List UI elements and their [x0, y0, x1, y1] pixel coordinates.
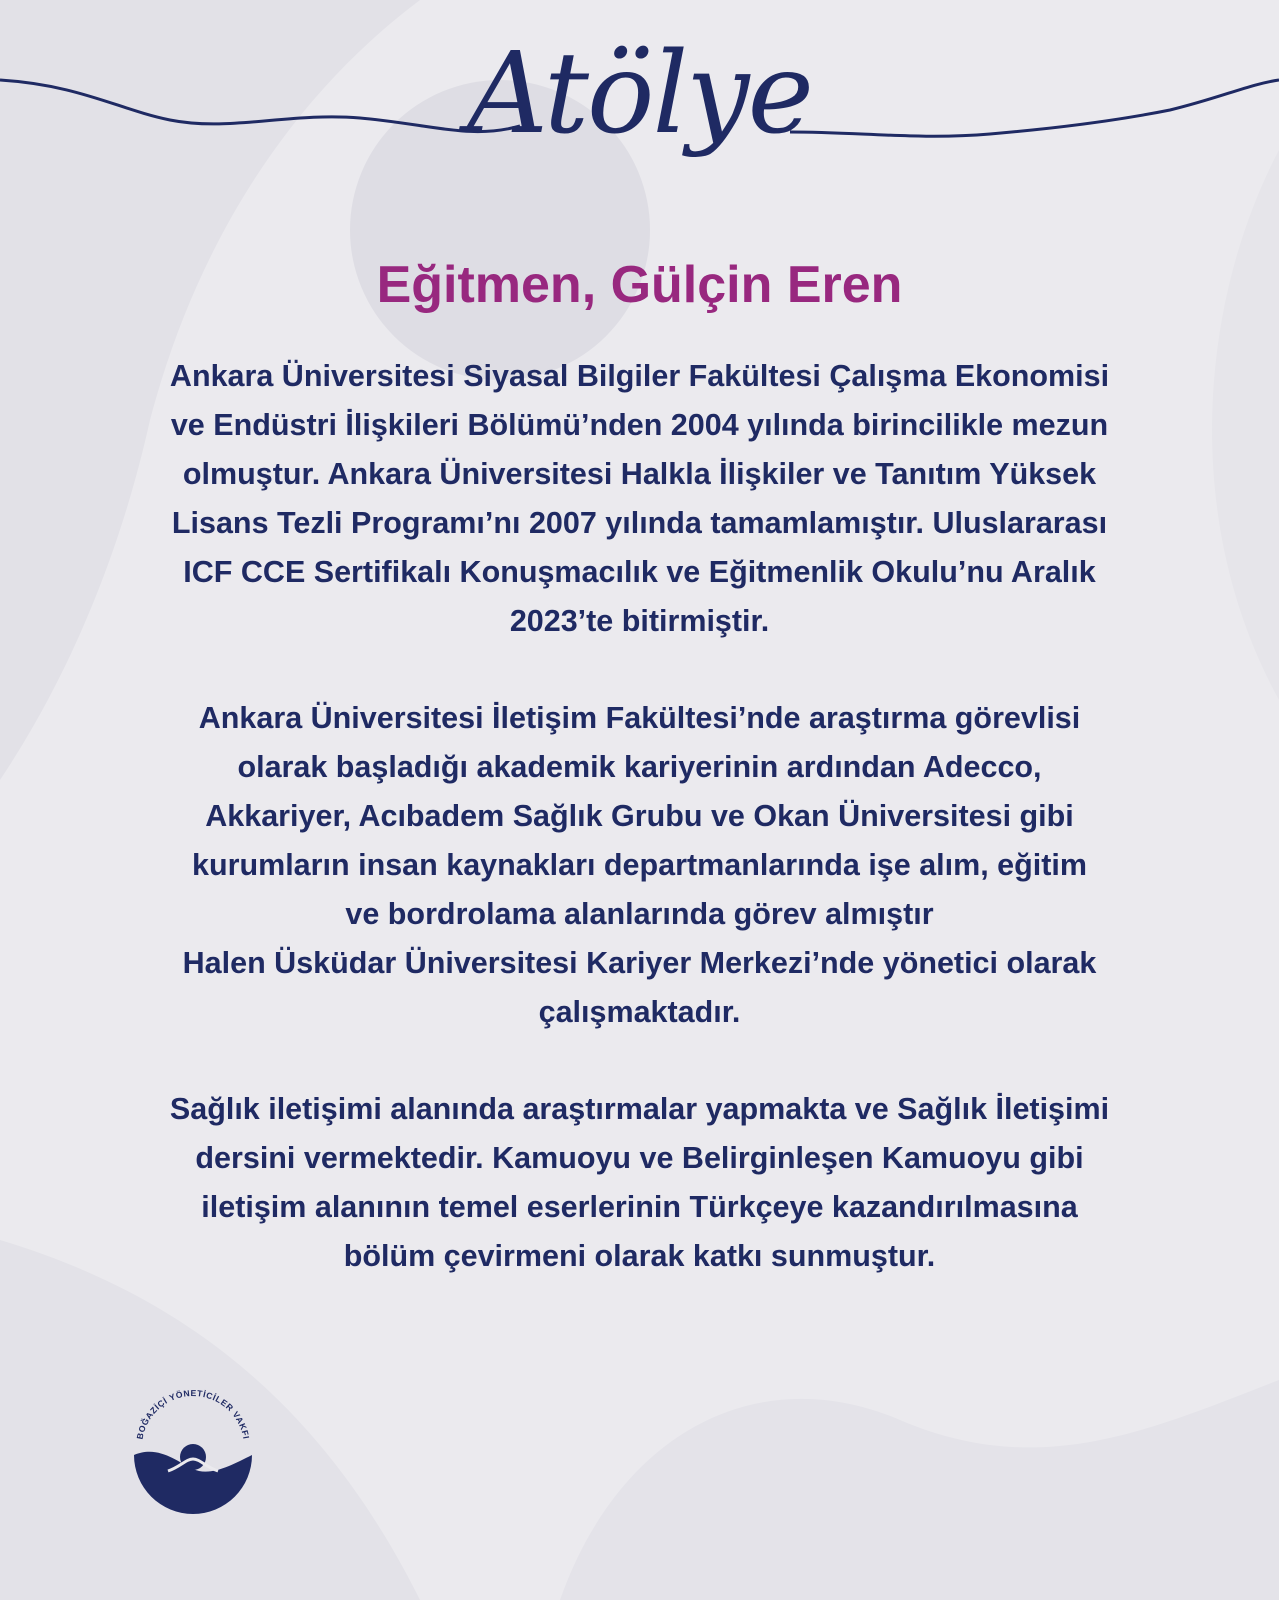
background-blob-bottom-right [560, 1380, 1279, 1600]
bio-line: Lisans Tezli Programı’nı 2007 yılında tamamlamıştır. Uluslararası [171, 506, 1108, 540]
bio-paragraph-career [110, 694, 1169, 1037]
bio-line: ve bordrolama alanlarında görev almıştır [345, 897, 934, 931]
bio-line: Akkariyer, Acıbadem Sağlık Grubu ve Okan Üniversitesi gibi [205, 799, 1074, 833]
background-blob-right [1212, 150, 1279, 700]
bio-line: Ankara Üniversitesi Siyasal Bilgiler Fakültesi Çalışma Ekonomisi [169, 359, 1110, 393]
bio-line: Ankara Üniversitesi İletişim Fakültesi’nde araştırma görevlisi [198, 701, 1081, 735]
bio-line: iletişim alanının temel eserlerinin Türkçeye kazandırılmasına [201, 1190, 1078, 1224]
bio-section [110, 352, 1169, 1329]
bio-paragraph-research [110, 1085, 1169, 1281]
foundation-logo [128, 1385, 258, 1515]
bio-line: olarak başladığı akademik kariyerinin ardından Adecco, [237, 750, 1042, 784]
bio-line: Halen Üsküdar Üniversitesi Kariyer Merkezi’nde yönetici olarak [182, 946, 1097, 980]
bio-line: çalışmaktadır. [538, 995, 741, 1029]
logo-arc-text: BOĞAZİÇİ YÖNETİCİLER VAKFI [134, 1387, 252, 1441]
instructor-title: Eğitmen, Gülçin Eren [376, 256, 903, 314]
bio-line: ve Endüstri İlişkileri Bölümü’nden 2004 yılında birincilikle mezun [170, 408, 1109, 442]
bio-line: dersini vermektedir. Kamuoyu ve Belirginleşen Kamuoyu gibi [195, 1141, 1084, 1175]
bio-line: Sağlık iletişimi alanında araştırmalar yapmakta ve Sağlık İletişimi [169, 1092, 1110, 1126]
bio-line: 2023’te bitirmiştir. [509, 604, 770, 638]
bio-line: ICF CCE Sertifikalı Konuşmacılık ve Eğitmenlik Okulu’nu Aralık [183, 555, 1096, 589]
bio-line: olmuştur. Ankara Üniversitesi Halkla İlişkiler ve Tanıtım Yüksek [182, 457, 1097, 491]
logo-dot [180, 1444, 206, 1470]
bio-paragraph-education [110, 352, 1169, 646]
workshop-script-title: Atölye [467, 29, 812, 159]
bio-line: bölüm çevirmeni olarak katkı sunmuştur. [343, 1239, 936, 1273]
bio-line: kurumların insan kaynakları departmanlarında işe alım, eğitim [192, 848, 1087, 882]
